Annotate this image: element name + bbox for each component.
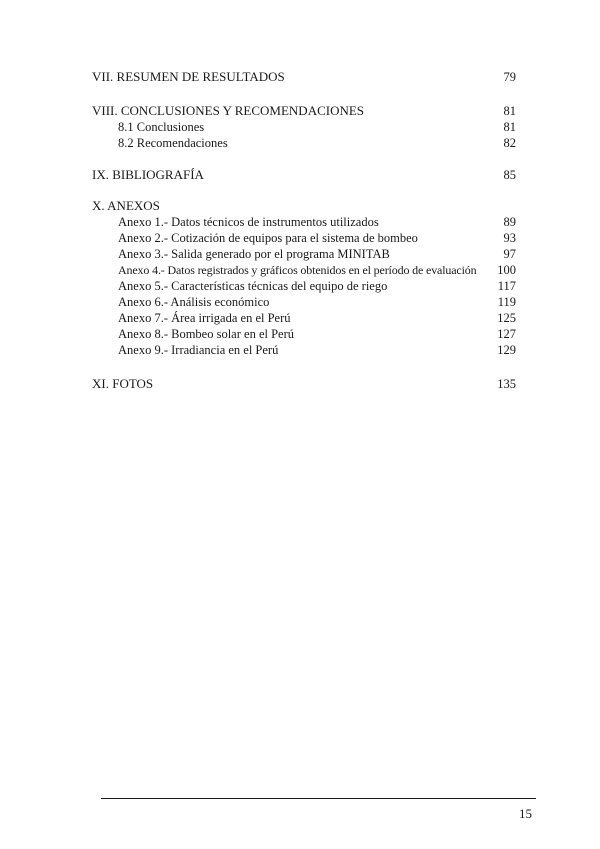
toc-entry-page: 85 [503, 168, 516, 182]
toc-entry-page: 93 [503, 231, 516, 245]
toc-subentry-anexo-2 [0, 230, 600, 246]
toc-entry-page: 81 [503, 104, 516, 118]
toc-subentry-anexo-3 [0, 246, 600, 262]
toc-entry-page: 117 [497, 279, 516, 293]
toc-entry-page: 100 [497, 263, 516, 277]
toc-entry-page: 129 [497, 343, 516, 357]
toc-entry-page: 135 [497, 377, 516, 391]
toc-entry-title: Anexo 5.- Características técnicas del equipo de riego [118, 279, 388, 293]
toc-subentry-conclusiones [0, 119, 600, 135]
toc-entry-bibliografia [0, 167, 600, 183]
toc-entry-title: 8.1 Conclusiones [118, 120, 205, 134]
toc-entry-page: 81 [503, 120, 516, 134]
toc-entry-conclusiones-recomendaciones [0, 103, 600, 119]
toc-entry-fotos [0, 376, 600, 392]
toc-entry-title: Anexo 7.- Área irrigada en el Perú [118, 311, 291, 325]
toc-entry-page: 125 [497, 311, 516, 325]
toc-entry-resumen [0, 69, 600, 85]
toc-entry-title: XI. FOTOS [92, 376, 154, 391]
toc-entry-page: 127 [497, 327, 516, 341]
toc-entry-title: Anexo 1.- Datos técnicos de instrumentos utilizados [118, 215, 379, 229]
toc-subentry-anexo-9 [0, 342, 600, 358]
toc-entry-title: VIII. CONCLUSIONES Y RECOMENDACIONES [92, 103, 365, 118]
footer-divider [101, 798, 536, 799]
toc-entry-title: Anexo 9.- Irradiancia en el Perú [118, 343, 279, 357]
toc-subentry-anexo-4 [0, 262, 600, 278]
toc-entry-anexos [0, 198, 600, 214]
toc-entry-title: Anexo 8.- Bombeo solar en el Perú [118, 327, 295, 341]
toc-subentry-anexo-7 [0, 310, 600, 326]
toc-entry-title: 8.2 Recomendaciones [118, 136, 228, 150]
toc-entry-title: IX. BIBLIOGRAFÍA [92, 167, 204, 182]
toc-entry-title: Anexo 3.- Salida generado por el programa MINITAB [118, 247, 390, 261]
toc-subentry-anexo-5 [0, 278, 600, 294]
toc-entry-page: 89 [503, 215, 516, 229]
toc-entry-title: VII. RESUMEN DE RESULTADOS [92, 69, 285, 84]
toc-entry-title: Anexo 2.- Cotización de equipos para el sistema de bombeo [118, 231, 418, 245]
toc-subentry-anexo-6 [0, 294, 600, 310]
page-number: 15 [519, 806, 532, 821]
toc-subentry-recomendaciones [0, 135, 600, 151]
toc-entry-title: Anexo 6.- Análisis económico [118, 295, 270, 309]
toc-entry-page: 97 [503, 247, 516, 261]
toc-subentry-anexo-8 [0, 326, 600, 342]
toc-subentry-anexo-1 [0, 214, 600, 230]
toc-entry-title: Anexo 4.- Datos registrados y gráficos obtenidos en el período de evaluación [118, 263, 477, 277]
toc-entry-title: X. ANEXOS [92, 198, 160, 213]
toc-entry-page: 119 [497, 295, 516, 309]
toc-entry-page: 79 [503, 70, 516, 84]
toc-entry-page: 82 [503, 136, 516, 150]
